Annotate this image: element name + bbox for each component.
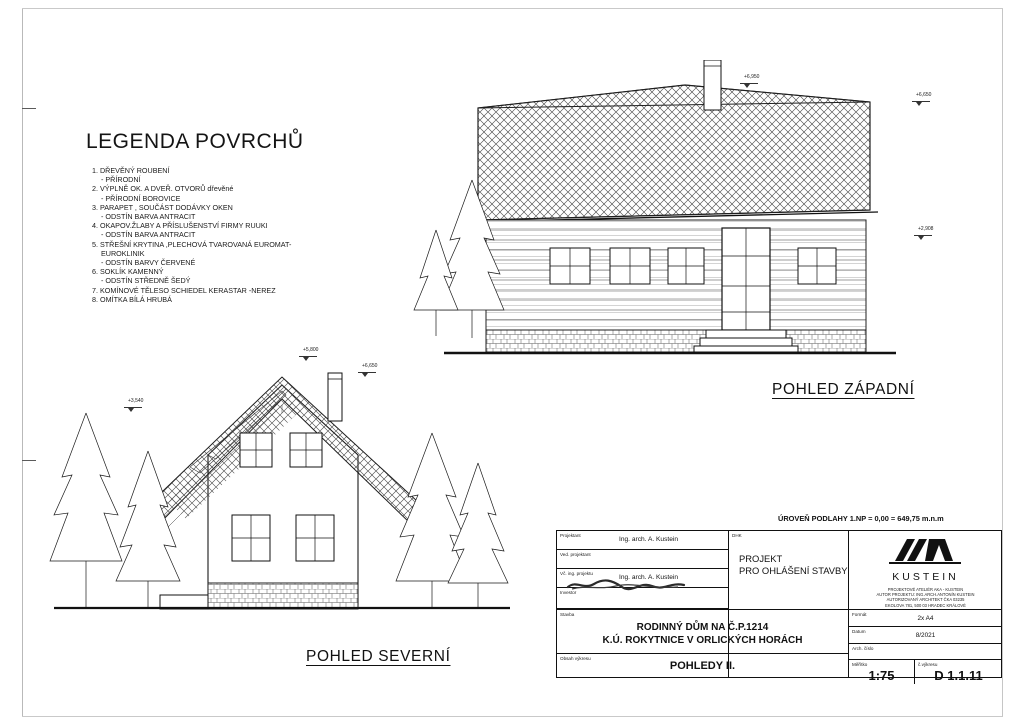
fold-mark-top	[22, 108, 36, 109]
dimension-label: +2,908	[918, 226, 934, 232]
title-row-ved-projektant	[557, 550, 728, 569]
logo-name: KUSTEIN	[892, 571, 959, 583]
west-elevation-drawing	[400, 60, 960, 360]
stavba-line-1: RODINNÝ DŮM NA Č.P.1214	[636, 622, 769, 633]
legend-item: - PŘÍRODNÍ BOROVICE	[101, 193, 181, 203]
north-elevation-drawing	[40, 355, 540, 640]
signature-scribble	[566, 578, 686, 592]
dimension-arrow	[128, 408, 134, 412]
stavba-line-2: K.Ú. ROKYTNICE V ORLICKÝCH HORÁCH	[602, 635, 803, 646]
row-value: Ing. arch. A. Kustein	[619, 574, 679, 581]
scale-value: 1:75	[868, 668, 895, 683]
north-view-label: POHLED SEVERNÍ	[306, 648, 451, 665]
arch-no-label: Arch. číslo	[852, 646, 874, 651]
legend-item: 3. PARAPET , SOUČÁST DODÁVKY OKEN	[92, 202, 233, 212]
legend-item: - ODSTÍN BARVA ANTRACIT	[101, 212, 196, 222]
drawing-no-value: D 1.1.11	[934, 668, 983, 683]
logo-sub-line: AUTORIZOVANÝ ARCHITEKT ČKA 03235	[886, 597, 965, 603]
title-block-obsah	[557, 653, 849, 678]
cell-date	[849, 626, 1002, 643]
obsah-text: POHLEDY II.	[669, 660, 736, 672]
legend-item: 8. OMÍTKA BÍLÁ HRUBÁ	[92, 294, 172, 304]
row-label: Vč. ing. projektu	[560, 571, 593, 576]
sheet-border-bottom	[22, 716, 1003, 717]
legend-item: - ODSTÍN BARVA ANTRACIT	[101, 230, 196, 240]
dimension-label: +5,800	[303, 347, 319, 353]
cell-arch-no	[849, 643, 1002, 659]
dimension-label: +6,650	[916, 92, 932, 98]
stage-line-2: PRO OHLÁŠENÍ STAVBY	[739, 565, 848, 576]
title-block-stavba	[557, 609, 849, 653]
row-label: Ved. projektant	[560, 552, 591, 557]
row-value: Ing. arch. A. Kustein	[619, 536, 679, 543]
dimension-label: +3,540	[128, 398, 144, 404]
logo-subtext	[849, 587, 1002, 608]
legend-item: - ODSTÍN BARVY ČERVENÉ	[101, 258, 196, 268]
cell-scale	[849, 659, 915, 684]
obsah-label: Obsah výkresu	[560, 656, 591, 661]
stage-text	[739, 553, 848, 577]
sheet-border-top	[22, 8, 1003, 9]
logo-sub-line: EKOLOVA 781, 500 03 HRADEC KRÁLOVÉ	[885, 602, 966, 608]
logo-sub-line: PROJEKTOVÉ ATELIÉR AKA - KUSTEIN	[887, 587, 964, 592]
west-view-label: POHLED ZÁPADNÍ	[772, 381, 915, 398]
legend-list	[92, 166, 416, 304]
dimension-arrow	[303, 357, 309, 361]
cell-drawing-no	[915, 659, 1002, 684]
dimension-arrow	[362, 373, 368, 377]
dimension-label: +6,950	[744, 74, 760, 80]
logo-sub-line: AUTOR PROJEKTU: ING.ARCH.ANTONÍN KUSTEIN	[876, 592, 975, 598]
kustein-logo-icon	[849, 531, 1002, 571]
stage-label: DHK	[732, 533, 742, 538]
stavba-label: Stavba	[560, 612, 575, 617]
date-label: Datum	[852, 629, 866, 634]
title-block-stage	[729, 531, 849, 609]
format-value: 2x A4	[917, 615, 934, 622]
title-row-projektant	[557, 531, 728, 550]
legend-item: 2. VÝPLNĚ OK. A DVEŘ. OTVORŮ dřevěné	[92, 184, 234, 194]
stage-line-1: PROJEKT	[739, 553, 783, 564]
dimension-label: +6,650	[362, 363, 378, 369]
title-block	[556, 530, 1002, 683]
row-label: Projektant	[560, 533, 581, 538]
legend-item: 1. DŘEVĚNÝ ROUBENÍ	[92, 166, 170, 175]
title-block-logo	[849, 531, 1002, 609]
stavba-text	[557, 621, 848, 647]
dimension-arrow	[918, 236, 924, 240]
dimension-arrow	[916, 102, 922, 106]
legend-item: 4. OKAPOV.ŽLABY A PŘÍSLUŠENSTVÍ FIRMY RUUKI	[92, 221, 268, 231]
legend-item: EUROKLINIK	[101, 248, 145, 258]
floor-level-note: ÚROVEŇ PODLAHY 1.NP = 0,00 = 649,75 m.n.m	[778, 514, 944, 523]
drawing-no-label: č.výkresu	[918, 662, 938, 667]
legend-item: 7. KOMÍNOVÉ TĚLESO SCHIEDEL KERASTAR -NEREZ	[92, 285, 276, 295]
legend-item: - PŘÍRODNÍ	[101, 175, 141, 185]
sheet-border-right	[1002, 8, 1003, 716]
legend-item: - ODSTÍN STŘEDNĚ ŠEDÝ	[101, 276, 191, 286]
cell-format	[849, 609, 1002, 626]
format-label: Formát	[852, 612, 867, 617]
scale-label: Měřítko	[852, 662, 868, 667]
legend-block	[86, 130, 416, 304]
legend-title: LEGENDA POVRCHŮ	[86, 130, 304, 153]
title-block-right	[849, 609, 1002, 683]
dimension-arrow	[744, 84, 750, 88]
legend-item: 5. STŘEŠNÍ KRYTINA ,PLECHOVÁ TVAROVANÁ EUROMAT-	[92, 239, 292, 249]
date-value: 8/2021	[915, 632, 936, 639]
fold-mark-bottom	[22, 460, 36, 461]
row-label: Investor	[560, 590, 577, 595]
sheet-border-left	[22, 8, 23, 716]
legend-item: 6. SOKLÍK KAMENNÝ	[92, 267, 164, 277]
